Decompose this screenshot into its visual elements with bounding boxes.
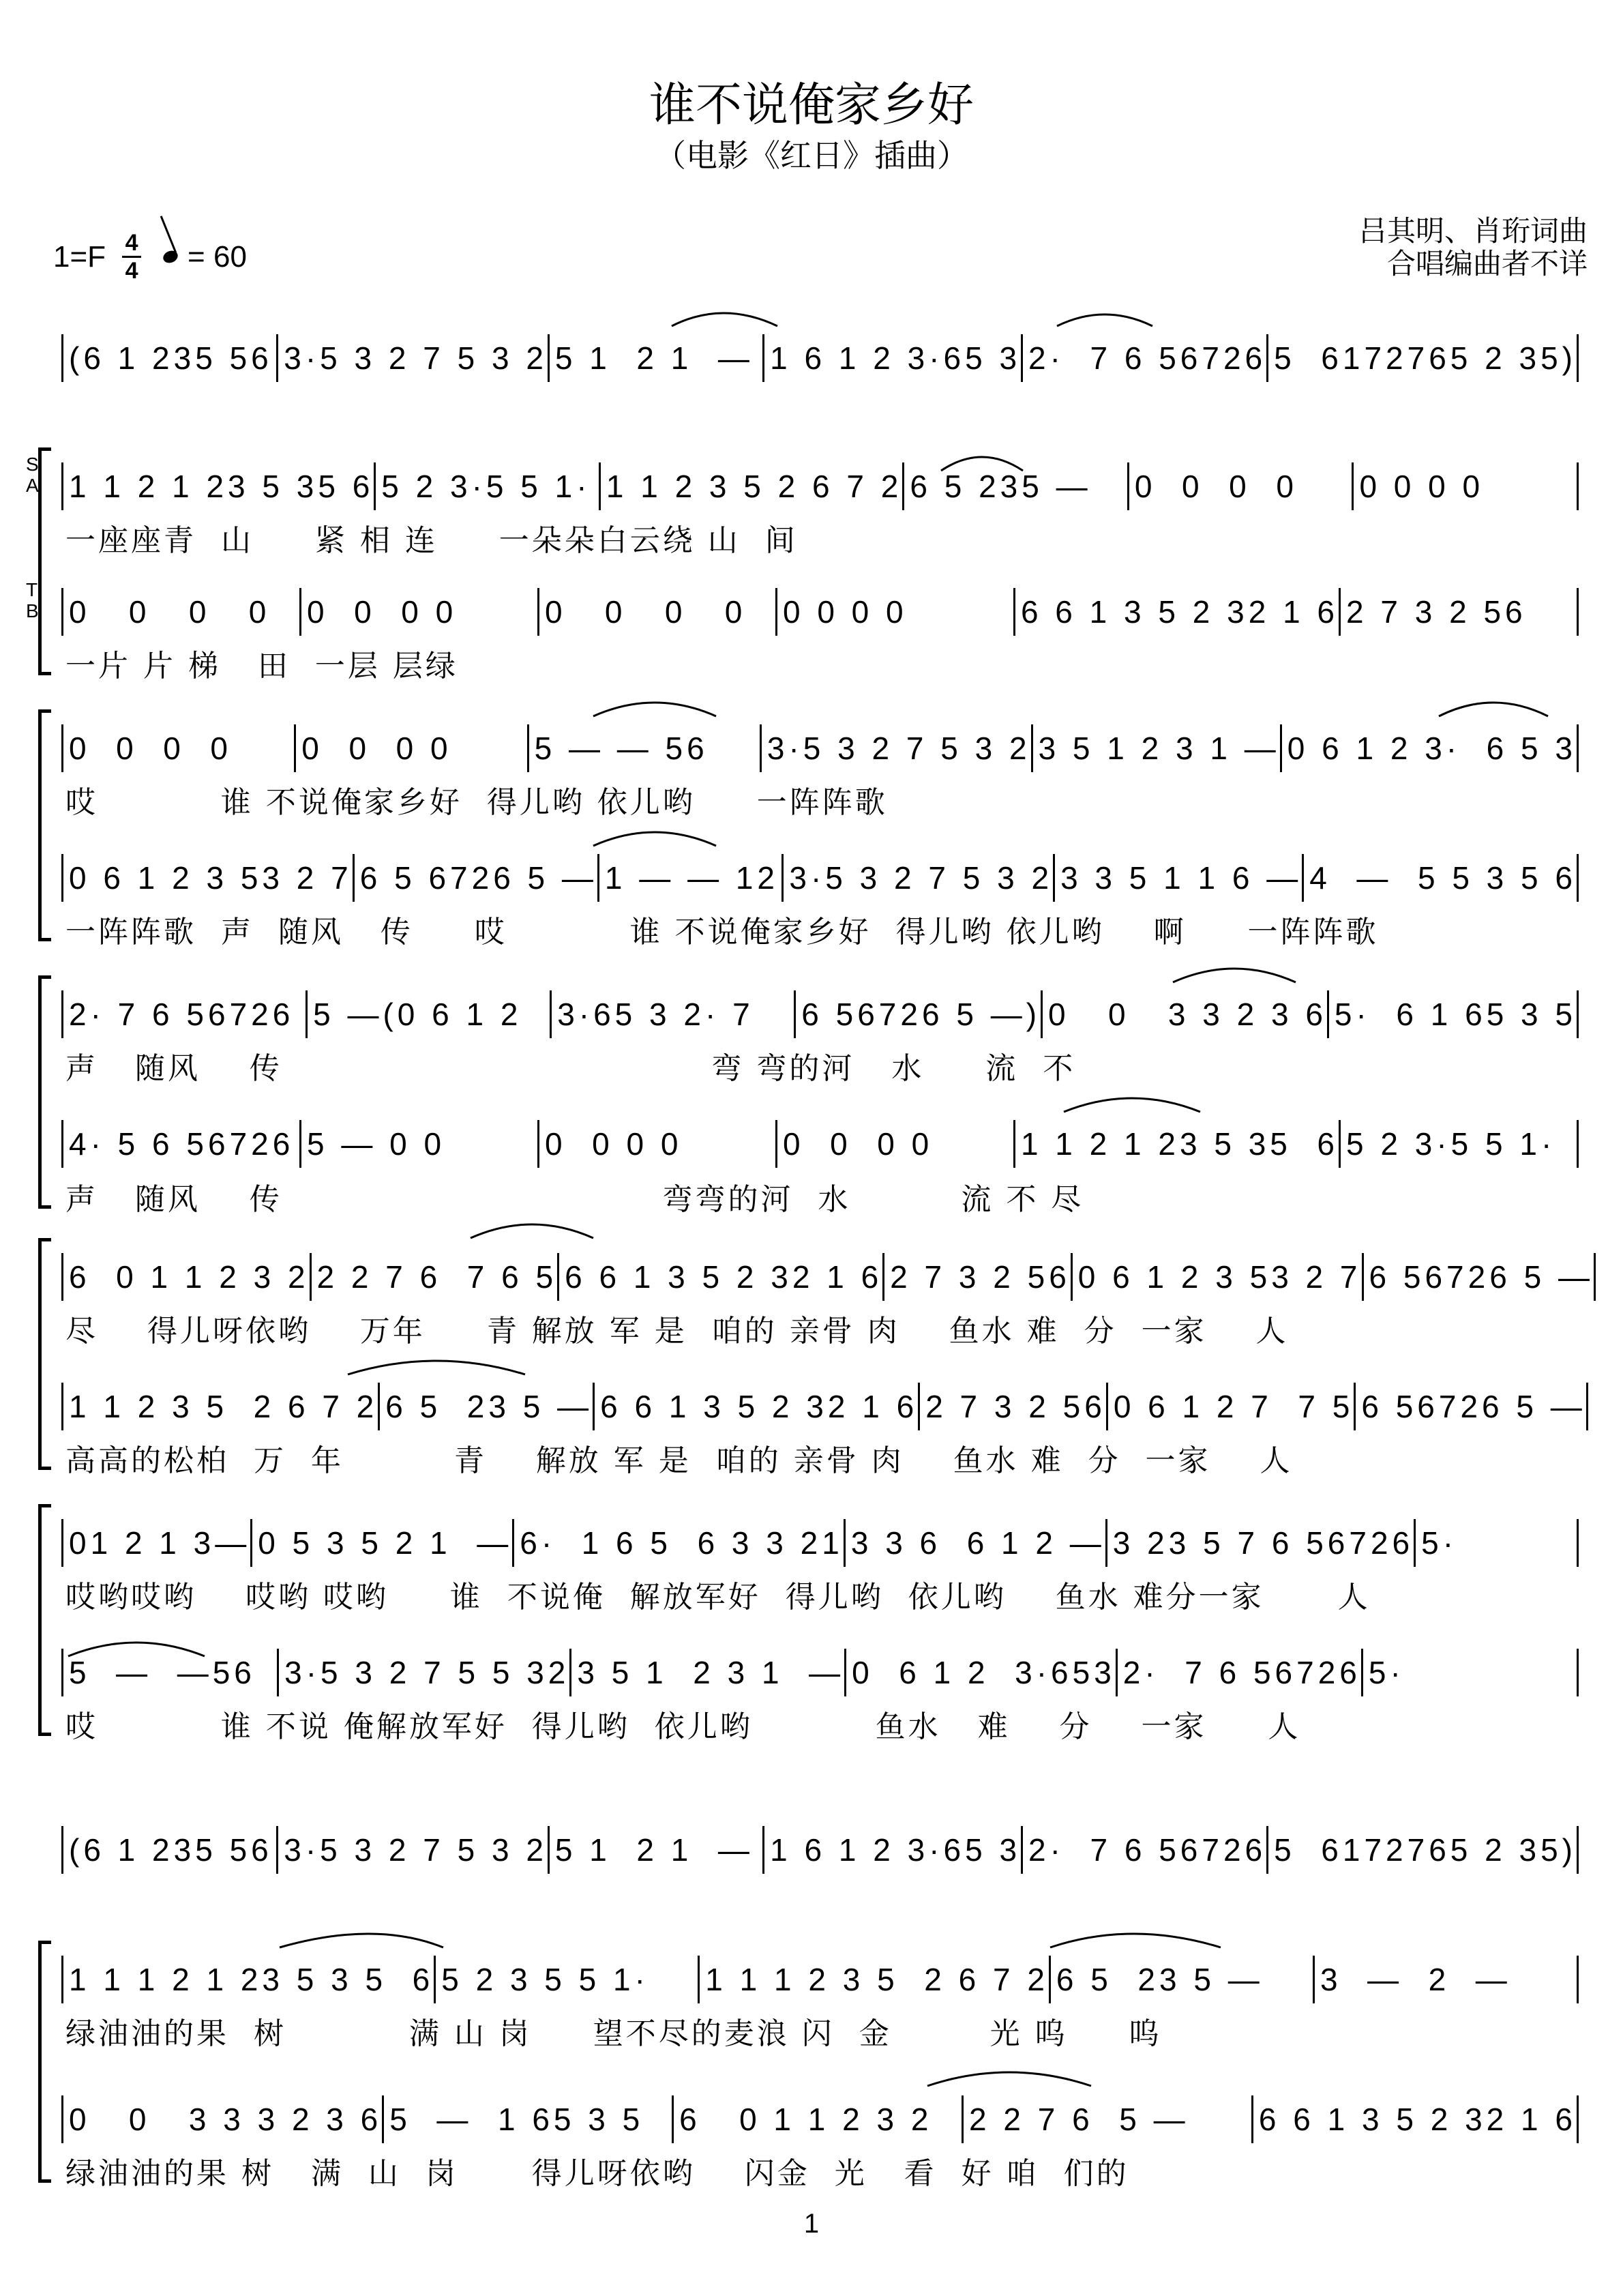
measure: 6 6 1 3 5 2 32 1 6 [600, 1389, 919, 1424]
system-bracket [38, 709, 51, 941]
measure: 6· 1 6 5 6 3 3 21 [520, 1525, 844, 1561]
time-signature-bottom: 4 [125, 258, 138, 284]
notation-row [61, 1252, 1594, 1302]
barline [1577, 1956, 1579, 2003]
system-bracket [38, 975, 51, 1209]
measure: 6 6 1 3 5 2 32 1 6 [1020, 594, 1339, 630]
measure: 2 7 3 2 56 [925, 1389, 1106, 1424]
measure: 1 1 2 3 5 2 6 7 2 [606, 469, 903, 504]
measure: 2 2 7 6 5 — [969, 2102, 1189, 2137]
lyrics-line: 尽 得儿呀依哟 万年 青 解放 军 是 咱的 亲骨 肉 鱼水 难 分 一家 人 [65, 1314, 1289, 1349]
barline [1594, 1253, 1596, 1301]
measure: 1 — — 12 [604, 860, 779, 896]
measure: 2· 7 6 56726 [1028, 1832, 1267, 1868]
measure: (6 1 235 56 [69, 1832, 273, 1868]
measure: 0 0 0 0 [69, 731, 233, 766]
barline [1577, 990, 1579, 1038]
measure: 0 0 0 0 [306, 594, 458, 630]
slur [471, 1224, 593, 1238]
measure: 0 6 1 2 3 53 2 7 [1077, 1259, 1362, 1295]
system-bracket [38, 1238, 51, 1470]
measure: 1 1 2 1 23 5 35 6 [69, 469, 374, 504]
measure: 2· 7 6 56726 [69, 997, 295, 1032]
measure: 3 5 1 2 3 1 — [577, 1655, 845, 1690]
slur [1064, 1098, 1200, 1112]
credit-arranger: 合唱编曲者不详 [1386, 247, 1588, 280]
slur [280, 1934, 443, 1947]
measure: 2· 7 6 56726 [1122, 1655, 1361, 1690]
measure: 3 23 5 7 6 56726 [1112, 1525, 1414, 1561]
measure: 3·5 3 2 7 5 3 2 [284, 340, 548, 376]
slur [348, 1361, 525, 1374]
measure: 0 0 0 0 [544, 594, 747, 630]
measure: 0 6 1 2 7 7 5 [1113, 1389, 1354, 1424]
slur [593, 832, 716, 846]
measure: 1 6 1 2 3·65 3 [770, 1832, 1022, 1868]
measure: 4· 5 6 56726 [69, 1126, 295, 1162]
tempo-value: = 60 [188, 239, 247, 274]
lyrics-line: 声 随风 传 弯弯的河 水 流 不 尽 [65, 1182, 1084, 1217]
barline [1586, 1383, 1588, 1430]
measure: 6 56726 5 —) [801, 997, 1041, 1032]
measure: 1 1 1 2 3 5 2 6 7 2 [705, 1962, 1049, 1997]
notation-row [61, 333, 1579, 383]
measure: 6 5 235 — [910, 469, 1092, 504]
barline [1577, 1519, 1579, 1567]
measure: 0 6 1 2 3 53 2 7 [69, 860, 353, 896]
song-subtitle: （电影《红日》插曲） [655, 137, 968, 174]
measure: 5 6172765 2 35) [1274, 340, 1577, 376]
measure: 6 0 1 1 2 3 2 [679, 2102, 933, 2137]
notation-row [61, 2094, 1579, 2145]
measure: 1 1 2 1 23 5 35 6 [1020, 1126, 1339, 1162]
measure: 3·65 3 2· 7 [557, 997, 754, 1032]
slur [1439, 703, 1548, 716]
barline [1577, 1120, 1579, 1168]
measure: 1 1 2 3 5 2 6 7 2 [69, 1389, 378, 1424]
slur [927, 2072, 1091, 2086]
measure: 3 — 2 — [1320, 1962, 1511, 1997]
measure: 0 6 1 2 3· 6 5 3 [1287, 731, 1577, 766]
measure: 0 0 0 0 [782, 594, 908, 630]
voice-label-tb: T B [26, 579, 39, 621]
slur [593, 703, 716, 716]
measure: 0 5 3 5 2 1 — [258, 1525, 513, 1561]
measure: 3 3 6 6 1 2 — [850, 1525, 1105, 1561]
measure: 3 5 1 2 3 1 — [1038, 731, 1280, 766]
measure: 01 2 1 3— [69, 1525, 251, 1561]
measure: 2 7 3 2 56 [1346, 594, 1527, 630]
measure: 4 — 5 5 3 5 6 [1309, 860, 1577, 896]
song-title: 谁不说俺家乡好 [649, 78, 974, 132]
measure: 0 0 3 3 2 3 6 [1048, 997, 1327, 1032]
credit-lyricist-composer: 吕其明、肖珩词曲 [1358, 214, 1588, 248]
measure: 6 56726 5 — [1361, 1389, 1586, 1424]
lyrics-line: 绿油油的果 树 满 山 岗 得儿呀依哟 闪金 光 看 好 咱 们的 [65, 2156, 1129, 2191]
measure: 5 2 3·5 5 1· [381, 469, 591, 504]
barline [1577, 1826, 1579, 1874]
barline [1577, 2095, 1579, 2143]
lyrics-line: 一座座青 山 紧 相 连 一朵朵白云绕 山 间 [65, 523, 798, 558]
notation-row [61, 1825, 1579, 1875]
measure: 5 2 3 5 5 1· [441, 1962, 649, 1997]
measure: 3·5 3 2 7 5 3 2 [766, 731, 1031, 766]
barline [1577, 334, 1579, 382]
key-tempo-line [53, 232, 247, 282]
lyrics-line: 哎 谁 不说俺家乡好 得儿哟 依儿哟 一阵阵歌 [65, 785, 888, 820]
measure: 0 0 0 0 [69, 594, 271, 630]
measure: 5 1 2 1 — [554, 1832, 754, 1868]
measure: 0 6 1 2 3·653 [852, 1655, 1116, 1690]
measure: 3 3 5 1 1 6 — [1060, 860, 1302, 896]
measure: 5 —(0 6 1 2 [313, 997, 522, 1032]
notation-row [61, 1647, 1579, 1698]
system-bracket [38, 1504, 51, 1736]
barline [1577, 854, 1579, 902]
notation-row [61, 587, 1579, 637]
notation-row [61, 723, 1579, 774]
measure: 3·5 3 2 7 5 3 2 [284, 1832, 548, 1868]
notation-row [61, 989, 1579, 1040]
measure: 5 1 2 1 — [554, 340, 754, 376]
measure: 5· 6 1 65 3 5 [1334, 997, 1577, 1032]
measure: 0 0 0 0 [1134, 469, 1298, 504]
measure: 6 5 23 5 — [385, 1389, 593, 1424]
measure: 0 0 0 0 [301, 731, 452, 766]
measure: 6 6 1 3 5 2 32 1 6 [1258, 2102, 1577, 2137]
slur [1050, 1934, 1221, 1947]
measure: 5 — — 56 [534, 731, 709, 766]
measure: 6 6 1 3 5 2 32 1 6 [565, 1259, 883, 1295]
time-signature-top: 4 [125, 230, 138, 256]
measure: 0 0 0 0 [544, 1126, 683, 1162]
measure: 6 5 23 5 — [1056, 1962, 1264, 1997]
measure: 5 6172765 2 35) [1274, 1832, 1577, 1868]
lyrics-line: 哎 谁 不说 俺解放军好 得儿哟 依儿哟 鱼水 难 分 一家 人 [65, 1709, 1301, 1744]
page-number: 1 [803, 2209, 820, 2239]
measure: (6 1 235 56 [69, 340, 273, 376]
barline [1577, 588, 1579, 636]
measure: 6 56726 5 — [1369, 1259, 1594, 1295]
measure: 5 — 1 65 3 5 [389, 2102, 644, 2137]
lyrics-line: 一片 片 梯 田 一层 层绿 [65, 649, 458, 683]
barline [1577, 462, 1579, 510]
lyrics-line: 哎哟哎哟 哎哟 哎哟 谁 不说俺 解放军好 得儿哟 依儿哟 鱼水 难分一家 人 [65, 1580, 1371, 1615]
slur [1057, 314, 1152, 326]
notation-row [61, 853, 1579, 903]
system-bracket [38, 1941, 51, 2183]
measure: 5 — 0 0 [306, 1126, 446, 1162]
measure: 5· [1368, 1655, 1405, 1690]
barline [1577, 724, 1579, 772]
measure: 0 0 3 3 3 2 3 6 [69, 2102, 383, 2137]
measure: 1 6 1 2 3·65 3 [770, 340, 1022, 376]
lyrics-line: 一阵阵歌 声 随风 传 哎 谁 不说俺家乡好 得儿哟 依儿哟 啊 一阵阵歌 [65, 915, 1379, 950]
slur [1173, 969, 1296, 982]
notation-row [61, 1518, 1579, 1568]
notation-row [61, 1381, 1586, 1432]
measure: 2 2 7 6 7 6 5 [316, 1259, 558, 1295]
lyrics-line: 绿油油的果 树 满 山 岗 望不尽的麦浪 闪 金 光 呜 呜 [65, 2016, 1162, 2051]
key-signature: 1=F [53, 239, 106, 274]
measure: 3·5 3 2 7 5 3 2 [789, 860, 1054, 896]
lyrics-line: 高高的松柏 万 年 青 解放 军 是 咱的 亲骨 肉 鱼水 难 分 一家 人 [65, 1443, 1293, 1478]
measure: 0 0 0 0 [782, 1126, 934, 1162]
notation-row [61, 1954, 1579, 2005]
measure: 2 7 3 2 56 [890, 1259, 1071, 1295]
system-bracket [38, 447, 51, 675]
notation-row [61, 1119, 1579, 1169]
measure: 5· [1421, 1525, 1458, 1561]
measure: 2· 7 6 56726 [1028, 340, 1267, 376]
measure: 1 1 1 2 1 23 5 3 5 6 [69, 1962, 434, 1997]
lyrics-line: 声 随风 传 弯 弯的河 水 流 不 [65, 1051, 1076, 1086]
voice-label-sa: S A [26, 454, 39, 496]
slur [672, 313, 777, 326]
notation-row [61, 461, 1579, 512]
measure: 5 — —56 [69, 1655, 256, 1690]
measure: 3·5 3 2 7 5 5 32 [284, 1655, 570, 1690]
measure: 6 5 6726 5 — [359, 860, 597, 896]
measure: 0 0 0 0 [1359, 469, 1485, 504]
time-signature [122, 232, 141, 282]
measure: 6 0 1 1 2 3 2 [69, 1259, 310, 1295]
quarter-note-icon [162, 249, 180, 265]
measure: 5 2 3·5 5 1· [1346, 1126, 1556, 1162]
barline [1577, 1649, 1579, 1696]
